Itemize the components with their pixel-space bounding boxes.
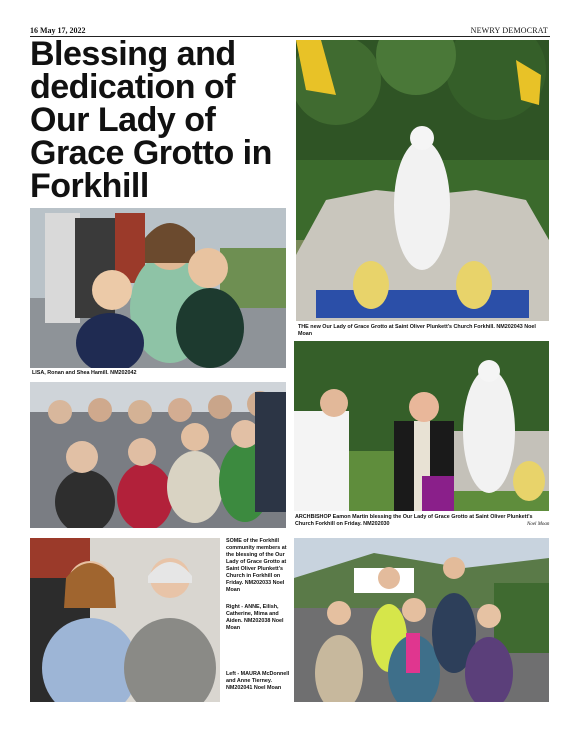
photo-community [30,382,286,528]
caption-lisa: LISA, Ronan and Shea Hamill. NM202042 [32,370,137,376]
caption-right: Right - ANNE, Eilish, Catherine, Mima and Aiden. NM202038 Noel Moan [226,604,284,631]
caption-left: Left - MAURA McDonnell and Anne Tierney. NM202041 Noel Moan [226,671,290,691]
caption-community: SOME of the Forkhill community members at the blessing of the Our Lady of Grace Grotto at Saint Oliver Plunkett's Church in Forkhill on Friday. NM202033 Noel Moan [226,538,287,593]
publication-name: NEWRY DEMOCRAT [470,26,548,35]
headline: Blessing and dedication of Our Lady of Grace Grotto in Forkhill [30,35,272,205]
caption-archbishop: ARCHBISHOP Eamon Martin blessing the Our Lady of Grace Grotto at Saint Oliver Plunkett's Church Forkhill on Friday. NM202030 [295,514,533,527]
photo-grotto [296,40,549,321]
photo-group-five [294,538,549,702]
caption-grotto: THE new Our Lady of Grace Grotto at Saint Oliver Plunkett's Church Forkhill. NM202043 Noel Moan [298,324,536,337]
photo-archbishop [294,341,549,511]
header-date: 16 May 17, 2022 [30,26,86,35]
credit-archbishop: Noel Moan [527,522,550,527]
photo-maura-anne [30,538,220,702]
photo-lisa-family [30,208,286,368]
